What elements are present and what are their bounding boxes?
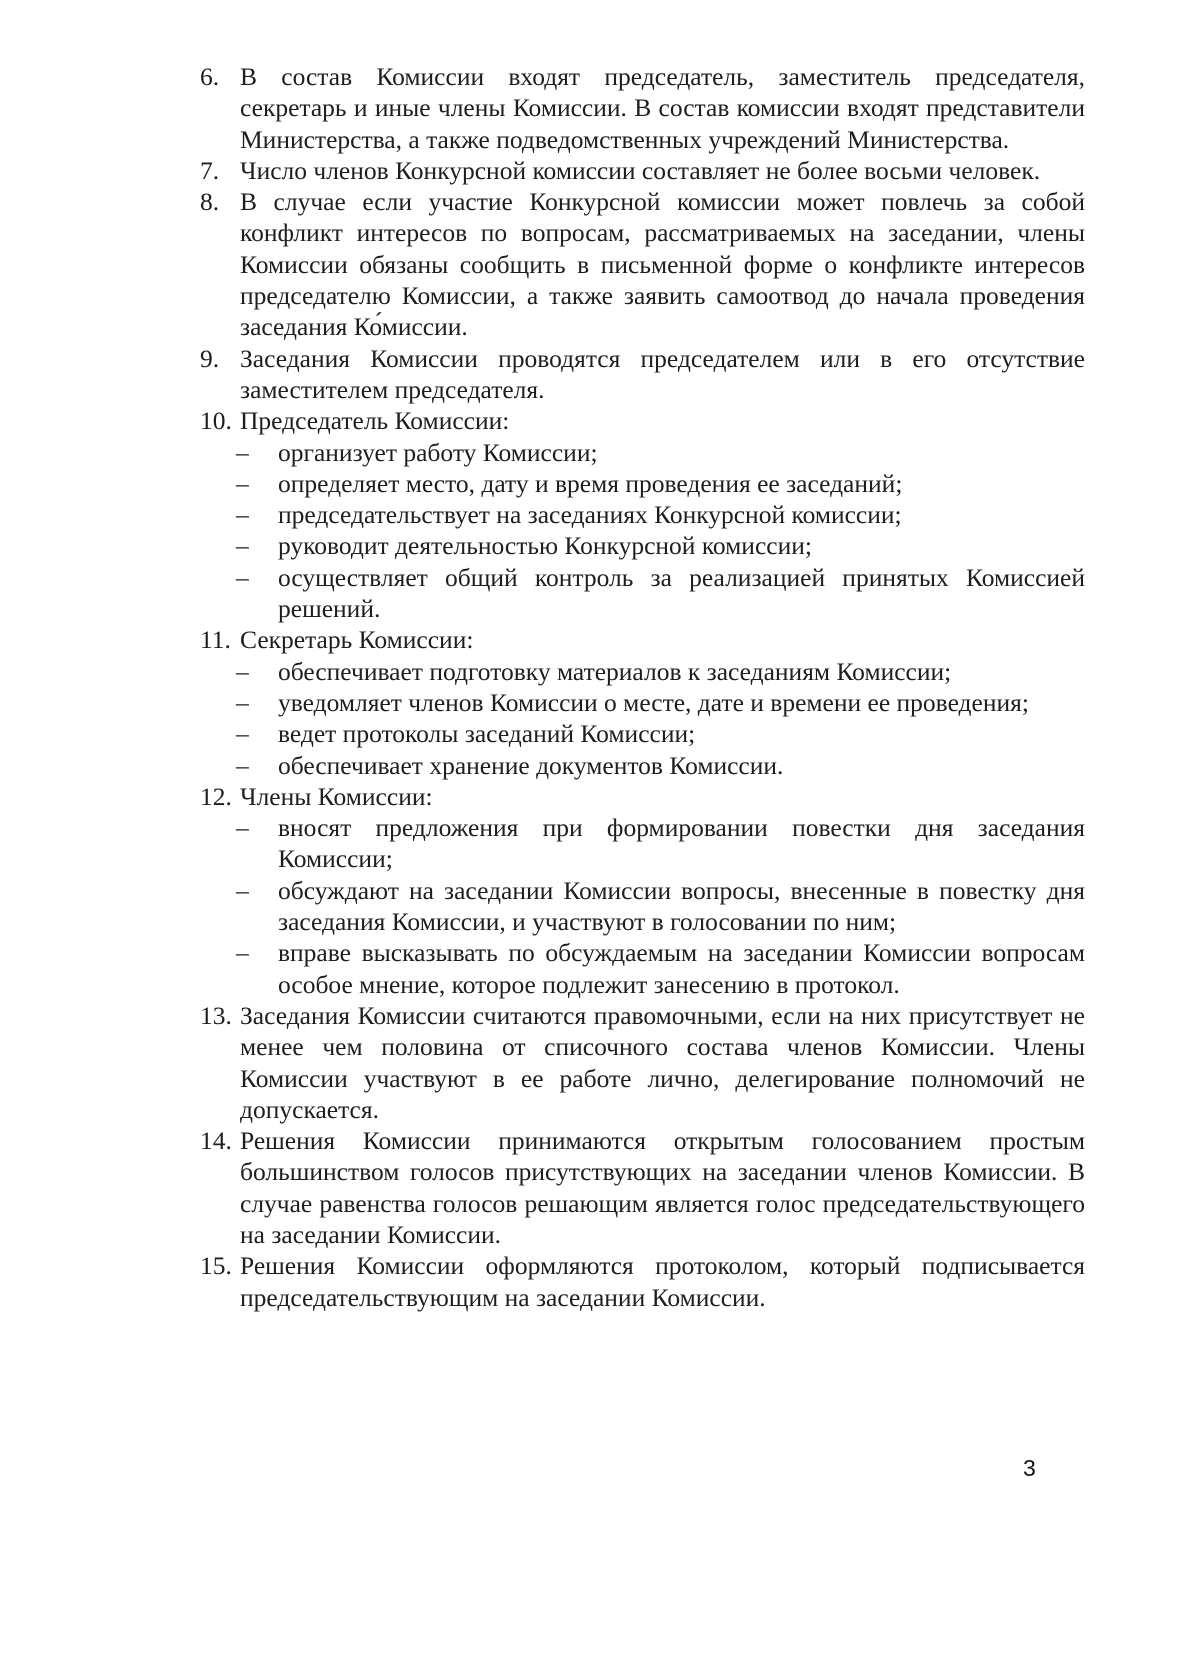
sub-item-text: руководит деятельностью Конкурсной комиссии;: [278, 531, 812, 561]
item-text: Заседания Комиссии проводятся председателем или в его отсутствие заместителем председателя.: [240, 343, 1085, 404]
dash-bullet: –: [236, 437, 249, 467]
list-item: [200, 61, 1085, 155]
item-number: 13.: [200, 1000, 232, 1030]
item-number: 10.: [200, 406, 232, 436]
list-item: [200, 405, 1085, 436]
item-text: Председатель Комиссии:: [240, 406, 510, 436]
document-body: [200, 61, 1085, 1313]
item-text: В случае если участие Конкурсной комиссии может повлечь за собой конфликт интересов по вопросам, рассматриваемых на заседании, члены Комиссии обязаны сообщить в письменной форме о конфликте интересов председателю Комиссии, а также заявить самоотвод до начала проведения заседания Ко́миссии.: [240, 187, 1085, 342]
item-number: 11.: [200, 625, 231, 655]
item-number: 6.: [200, 62, 220, 91]
sub-item-text: осуществляет общий контроль за реализацией принятых Комиссией решений.: [278, 562, 1085, 624]
sub-item: [200, 562, 1085, 625]
sub-item-text: организует работу Комиссии;: [278, 437, 598, 467]
item-number: 7.: [200, 155, 220, 185]
sub-item-text: определяет место, дату и время проведения ее заседаний;: [278, 468, 903, 498]
sub-item-text: председательствует на заседаниях Конкурсной комиссии;: [278, 500, 902, 530]
sub-item: [200, 875, 1085, 938]
list-item: [200, 155, 1085, 186]
item-number: 9.: [200, 343, 220, 373]
item-number: 15.: [200, 1251, 232, 1281]
sub-item: [200, 750, 1085, 781]
sub-item: [200, 499, 1085, 530]
sub-item: [200, 437, 1085, 468]
sub-item-text: вносят предложения при формировании повестки дня заседания Комиссии;: [278, 813, 1085, 874]
sub-item-text: уведомляет членов Комиссии о месте, дате и времени ее проведения;: [278, 687, 1029, 717]
dash-bullet: –: [236, 500, 249, 530]
list-item: [200, 1250, 1085, 1313]
sub-item: [200, 718, 1085, 749]
dash-bullet: –: [236, 531, 249, 561]
dash-bullet: –: [236, 468, 249, 498]
dash-bullet: –: [236, 750, 249, 780]
dash-bullet: –: [236, 875, 249, 905]
dash-bullet: –: [236, 687, 249, 717]
item-text: Решения Комиссии оформляются протоколом, который подписывается председательствующим на заседании Комиссии.: [240, 1251, 1085, 1312]
item-text: Число членов Конкурсной комиссии составляет не более восьми человек.: [240, 155, 1041, 185]
sub-item-text: обсуждают на заседании Комиссии вопросы, внесенные в повестку дня заседания Комиссии, и участвуют в голосовании по ним;: [278, 875, 1085, 937]
list-item: [200, 1000, 1085, 1125]
list-item: [200, 781, 1085, 812]
list-item: [200, 624, 1085, 655]
item-text: Члены Комиссии:: [240, 781, 433, 811]
dash-bullet: –: [236, 938, 249, 968]
item-text: В состав Комиссии входят председатель, заместитель председателя, секретарь и иные члены Комиссии. В состав комиссии входят представители Министерства, а также подведомственных учреждений Министерства.: [240, 62, 1085, 154]
item-text: Заседания Комиссии считаются правомочными, если на них присутствует не менее чем половина от списочного состава членов Комиссии. Члены Комиссии участвуют в ее работе лично, делегирование полномочий не допускается.: [240, 1000, 1085, 1124]
dash-bullet: –: [236, 656, 249, 686]
item-text: Решения Комиссии принимаются открытым голосованием простым большинством голосов присутствующих на заседании членов Комиссии. В случае равенства голосов решающим является голос председательствующего на заседании Комиссии.: [240, 1126, 1085, 1249]
item-number: 12.: [200, 781, 232, 811]
dash-bullet: –: [236, 813, 249, 843]
list-item: [200, 1125, 1085, 1250]
list-item: [200, 343, 1085, 406]
list-item: [200, 186, 1085, 342]
item-number: 14.: [200, 1126, 232, 1156]
sub-item: [200, 656, 1085, 687]
sub-item: [200, 937, 1085, 1000]
sub-item-text: обеспечивает хранение документов Комиссии.: [278, 750, 784, 780]
page-number: 3: [1023, 1455, 1036, 1481]
sub-item: [200, 468, 1085, 499]
sub-item: [200, 687, 1085, 718]
dash-bullet: –: [236, 719, 249, 749]
item-number: 8.: [200, 187, 220, 217]
sub-item-text: вправе высказывать по обсуждаемым на заседании Комиссии вопросам особое мнение, которое подлежит занесению в протокол.: [278, 938, 1085, 999]
sub-item-text: ведет протоколы заседаний Комиссии;: [278, 719, 696, 749]
dash-bullet: –: [236, 562, 249, 592]
item-text: Секретарь Комиссии:: [240, 625, 474, 655]
sub-item: [200, 530, 1085, 561]
sub-item: [200, 812, 1085, 875]
sub-item-text: обеспечивает подготовку материалов к заседаниям Комиссии;: [278, 656, 952, 686]
